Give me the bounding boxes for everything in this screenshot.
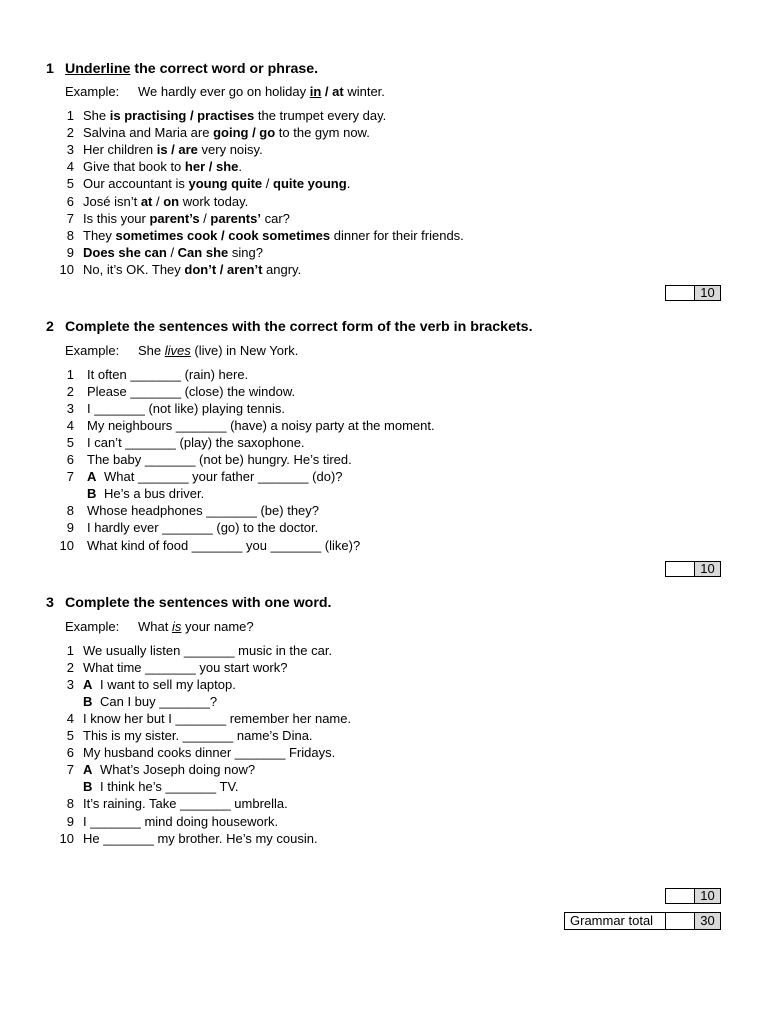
example-answer: lives: [164, 343, 191, 358]
item-text: [83, 124, 370, 141]
example-answer: in: [309, 84, 322, 99]
option-choice[interactable]: young quite: [188, 176, 263, 192]
sentence-text: He’s a bus driver.: [104, 486, 205, 502]
section-3-score-box[interactable]: [665, 888, 721, 904]
item-number: 1: [66, 108, 74, 123]
item-number: 5: [66, 728, 74, 744]
sentence-text: I know her but I _______ remember her name.: [83, 711, 352, 727]
score-max: 10: [695, 286, 720, 300]
sentence-text: I want to sell my laptop.: [100, 677, 236, 693]
item-number: 7: [66, 762, 74, 778]
sentence-fragment: No, it’s OK. They: [83, 261, 185, 277]
item-text: [83, 693, 217, 710]
item-text: [87, 366, 248, 383]
item-text: [83, 744, 335, 761]
item-number: 4: [66, 711, 74, 727]
item-text: [83, 710, 351, 727]
section-number: 3: [46, 595, 54, 611]
total-max: 30: [695, 913, 720, 929]
item-number: 10: [59, 830, 74, 846]
sentence-text: My husband cooks dinner _______ Fridays.: [83, 745, 336, 761]
item-text: [87, 519, 318, 536]
item-number: 2: [66, 125, 74, 141]
sentence-text: Whose headphones _______ (be) they?: [87, 503, 320, 519]
sentence-fragment: Salvina and Maria are: [83, 125, 214, 141]
score-max: 10: [695, 562, 720, 576]
item-text: [87, 537, 360, 554]
option-choice[interactable]: her / she: [184, 159, 239, 175]
sentence-text: What kind of food _______ you _______ (like)?: [87, 537, 361, 553]
total-entry[interactable]: [666, 913, 695, 929]
item-text: [83, 244, 263, 261]
sentence-fragment: Our accountant is: [83, 176, 189, 192]
item-number: 8: [66, 503, 74, 519]
item-text: [87, 434, 305, 451]
sentence-text: I hardly ever _______ (go) to the doctor.: [87, 520, 319, 536]
item-text: [87, 502, 319, 519]
section-1-score-box[interactable]: [665, 285, 721, 301]
item-text: [83, 830, 318, 847]
section-1-example: [65, 84, 385, 99]
item-number: 2: [66, 384, 74, 400]
sentence-text: I _______ mind doing housework.: [83, 813, 279, 829]
score-entry[interactable]: [666, 286, 695, 300]
item-text: [83, 727, 313, 744]
example-option: at: [332, 84, 344, 99]
item-text: [83, 642, 332, 659]
sentence-fragment: /: [166, 244, 178, 260]
item-number: 3: [66, 142, 74, 158]
sentence-text: He _______ my brother. He’s my cousin.: [83, 830, 318, 846]
item-number: 8: [66, 227, 74, 243]
sentence-fragment: dinner for their friends.: [330, 227, 464, 243]
speaker-label: A: [87, 469, 97, 485]
sentence-text: It’s raining. Take _______ umbrella.: [83, 796, 288, 812]
item-text: [87, 468, 343, 485]
score-entry[interactable]: [666, 562, 695, 576]
sentence-fragment: /: [262, 176, 274, 192]
item-text: [83, 107, 386, 124]
item-text: [83, 659, 288, 676]
item-number: 8: [66, 796, 74, 812]
example-text: She: [138, 343, 165, 358]
sentence-text: The baby _______ (not be) hungry. He’s tired.: [87, 452, 352, 468]
instruction-underline-word: Underline: [65, 61, 131, 77]
grammar-total-label: Grammar total: [564, 912, 666, 930]
item-text: [83, 676, 236, 693]
section-number: 2: [46, 319, 54, 335]
sentence-fragment: José isn’t: [83, 193, 141, 209]
item-text: [83, 141, 263, 158]
sentence-fragment: /: [199, 210, 211, 226]
option-choice[interactable]: going / go: [213, 125, 276, 141]
section-2-example: [65, 343, 298, 358]
option-choice[interactable]: is practising / practises: [109, 108, 255, 123]
sentence-fragment: the trumpet every day.: [254, 108, 387, 123]
item-text: [83, 227, 464, 244]
item-text: [83, 175, 350, 192]
item-text: [83, 778, 239, 795]
example-text-end: (live) in New York.: [190, 343, 299, 358]
section-3-heading: [46, 595, 331, 611]
item-number: 9: [66, 813, 74, 829]
section-3-example: [65, 619, 254, 634]
item-text: [87, 417, 435, 434]
sentence-fragment: work today.: [179, 193, 249, 209]
grammar-total-box[interactable]: [665, 912, 721, 930]
sentence-text: It often _______ (rain) here.: [87, 367, 249, 382]
item-number: 10: [59, 261, 74, 277]
item-text: [83, 261, 301, 278]
section-number: 1: [46, 61, 54, 77]
item-number: 3: [66, 401, 74, 417]
sentence-text: This is my sister. _______ name’s Dina.: [83, 728, 313, 744]
example-text-end: your name?: [181, 619, 254, 634]
item-text: [87, 485, 204, 502]
sentence-fragment: very noisy.: [197, 142, 263, 158]
item-text: [83, 795, 288, 812]
speaker-label: B: [83, 779, 93, 795]
item-text: [83, 158, 242, 175]
item-text: [87, 451, 352, 468]
sentence-text: I think he’s _______ TV.: [100, 779, 239, 795]
sentence-text: What’s Joseph doing now?: [100, 762, 256, 778]
option-choice[interactable]: don’t / aren’t: [184, 261, 263, 277]
instruction-text: the correct word or phrase.: [130, 61, 319, 77]
sentence-text: I can’t _______ (play) the saxophone.: [87, 435, 305, 451]
sentence-fragment: .: [346, 176, 351, 192]
example-label: Example:: [65, 343, 120, 358]
item-text: [83, 210, 290, 227]
item-number: 1: [66, 643, 74, 658]
example-text: What: [138, 619, 172, 634]
sentence-fragment: sing?: [228, 244, 263, 260]
item-number: 3: [66, 677, 74, 693]
speaker-label: B: [83, 694, 93, 710]
item-number: 6: [66, 193, 74, 209]
sentence-text: I _______ (not like) playing tennis.: [87, 401, 286, 417]
option-choice[interactable]: sometimes cook / cook sometimes: [115, 227, 331, 243]
sentence-fragment: Is this your: [83, 210, 150, 226]
item-number: 10: [59, 537, 74, 553]
item-number: 7: [66, 469, 74, 485]
instruction-text: Complete the sentences with the correct form of the verb in brackets.: [65, 319, 533, 335]
example-answer: is: [171, 619, 182, 634]
sentence-text: Can I buy _______?: [100, 694, 218, 710]
item-number: 5: [66, 176, 74, 192]
sentence-text: Please _______ (close) the window.: [87, 384, 296, 400]
score-max: 10: [695, 889, 720, 903]
sentence-fragment: car?: [260, 210, 290, 226]
option-choice[interactable]: quite young: [273, 176, 347, 192]
option-choice[interactable]: on: [163, 193, 180, 209]
item-number: 9: [66, 244, 74, 260]
example-label: Example:: [65, 84, 120, 99]
section-2-heading: [46, 319, 533, 335]
example-separator: /: [321, 84, 333, 99]
sentence-text: What _______ your father _______ (do)?: [104, 469, 343, 485]
option-choice[interactable]: parents’: [210, 210, 261, 226]
example-label: Example:: [65, 619, 120, 634]
option-choice[interactable]: at: [140, 193, 153, 209]
sentence-text: What time _______ you start work?: [83, 660, 288, 676]
speaker-label: A: [83, 762, 93, 778]
item-text: [87, 383, 295, 400]
section-2-score-box[interactable]: [665, 561, 721, 577]
sentence-fragment: /: [152, 193, 164, 209]
sentence-fragment: Give that book to: [83, 159, 185, 175]
item-number: 4: [66, 418, 74, 434]
speaker-label: A: [83, 677, 93, 693]
item-number: 6: [66, 452, 74, 468]
section-1-heading: [46, 61, 318, 77]
sentence-fragment: to the gym now.: [275, 125, 370, 141]
example-text-end: winter.: [343, 84, 385, 99]
sentence-text: We usually listen _______ music in the car.: [83, 643, 333, 658]
sentence-fragment: Her children: [83, 142, 157, 158]
item-number: 1: [66, 367, 74, 382]
sentence-text: My neighbours _______ (have) a noisy party at the moment.: [87, 418, 435, 434]
option-choice[interactable]: Can she: [177, 244, 229, 260]
item-text: [83, 193, 248, 210]
sentence-fragment: She: [83, 108, 110, 123]
option-choice[interactable]: Does she can: [83, 244, 167, 260]
sentence-fragment: They: [83, 227, 116, 243]
instruction-text: Complete the sentences with one word.: [65, 595, 332, 611]
item-text: [83, 761, 255, 778]
item-number: 7: [66, 210, 74, 226]
sentence-fragment: .: [238, 159, 242, 175]
score-entry[interactable]: [666, 889, 695, 903]
option-choice[interactable]: parent’s: [149, 210, 200, 226]
example-text: We hardly ever go on holiday: [138, 84, 310, 99]
item-text: [87, 400, 285, 417]
item-number: 6: [66, 745, 74, 761]
item-number: 4: [66, 159, 74, 175]
item-number: 5: [66, 435, 74, 451]
item-number: 9: [66, 520, 74, 536]
item-text: [83, 813, 278, 830]
speaker-label: B: [87, 486, 97, 502]
item-number: 2: [66, 660, 74, 676]
sentence-fragment: angry.: [262, 261, 302, 277]
option-choice[interactable]: is / are: [156, 142, 198, 158]
